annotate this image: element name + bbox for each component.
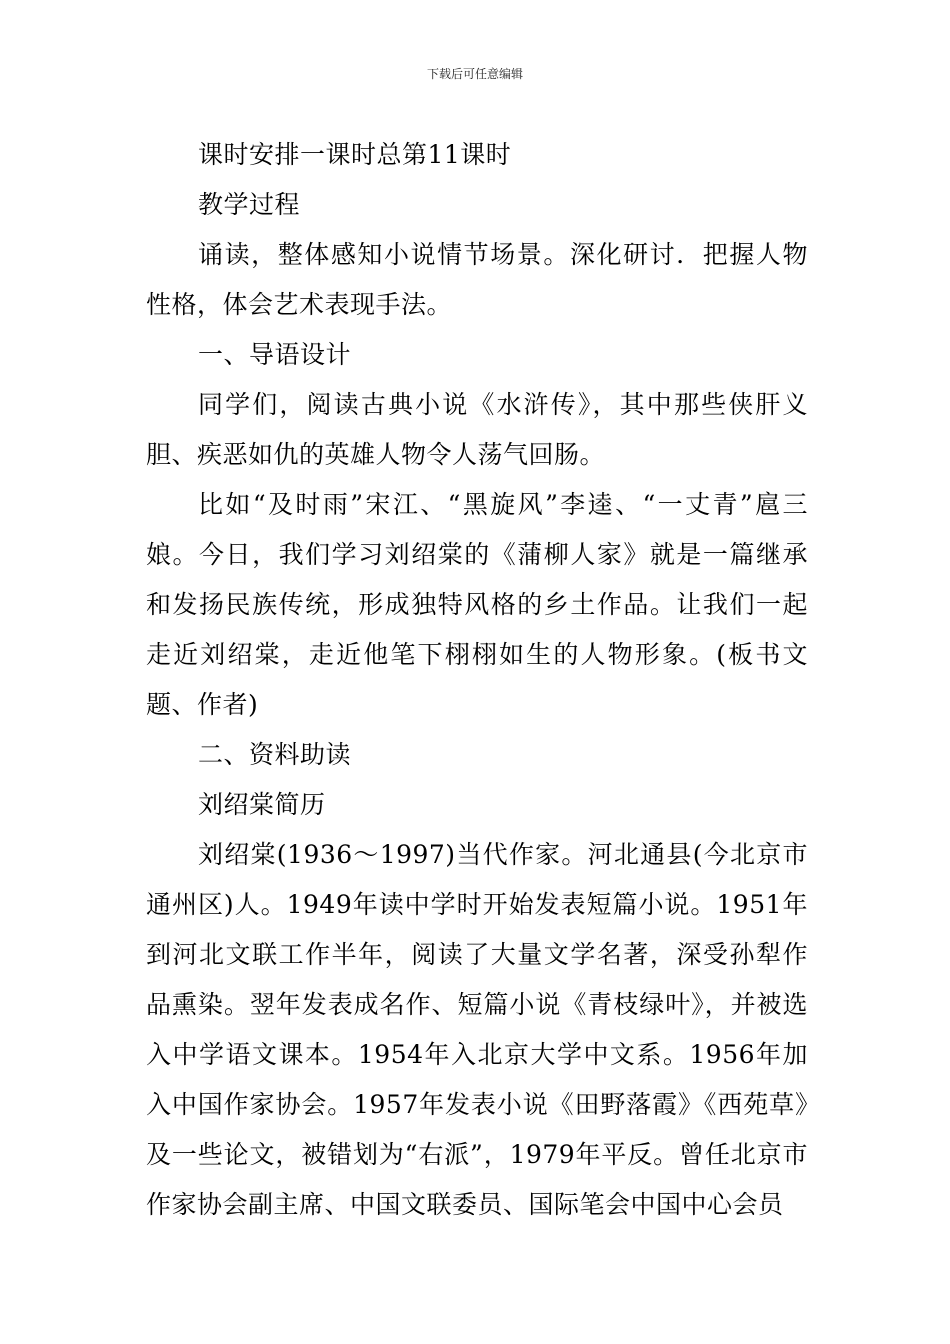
document-body — [146, 130, 808, 1230]
section-heading-intro: 一、导语设计 — [198, 340, 352, 369]
subheading-biography: 刘绍棠简历 — [198, 790, 326, 819]
section-heading-materials: 二、资料助读 — [198, 740, 352, 769]
lesson-schedule: 课时安排一课时总第11课时 — [198, 140, 512, 169]
section-heading-process: 教学过程 — [198, 190, 301, 219]
paragraph-intro-2: 比如“及时雨”宋江、“黑旋风”李逵、“一丈青”扈三娘。今日，我们学习刘绍棠的《蒲柳人家》就是一篇继承和发扬民族传统，形成独特风格的乡土作品。让我们一起走近刘绍棠，走近他笔下栩栩如生的人物形象。(板书文题、作者) — [146, 490, 808, 719]
paragraph-biography: 刘绍棠(1936～1997)当代作家。河北通县(今北京市通州区)人。1949年读中学时开始发表短篇小说。1951年到河北文联工作半年，阅读了大量文学名著，深受孙犁作品熏染。翌年发表成名作、短篇小说《青枝绿叶》，并被选入中学语文课本。1954年入北京大学中文系。1956年加入中国作家协会。1957年发表小说《田野落霞》《西苑草》及一些论文，被错划为“右派”，1979年平反。曾任北京市作家协会副主席、中国文联委员、国际笔会中国中心会员 — [146, 840, 808, 1219]
paragraph-goals: 诵读，整体感知小说情节场景。深化研讨．把握人物性格，体会艺术表现手法。 — [146, 240, 808, 319]
paragraph-intro-1: 同学们，阅读古典小说《水浒传》，其中那些侠肝义胆、疾恶如仇的英雄人物令人荡气回肠。 — [146, 390, 808, 469]
page-header: 下载后可任意编辑 — [426, 67, 523, 81]
